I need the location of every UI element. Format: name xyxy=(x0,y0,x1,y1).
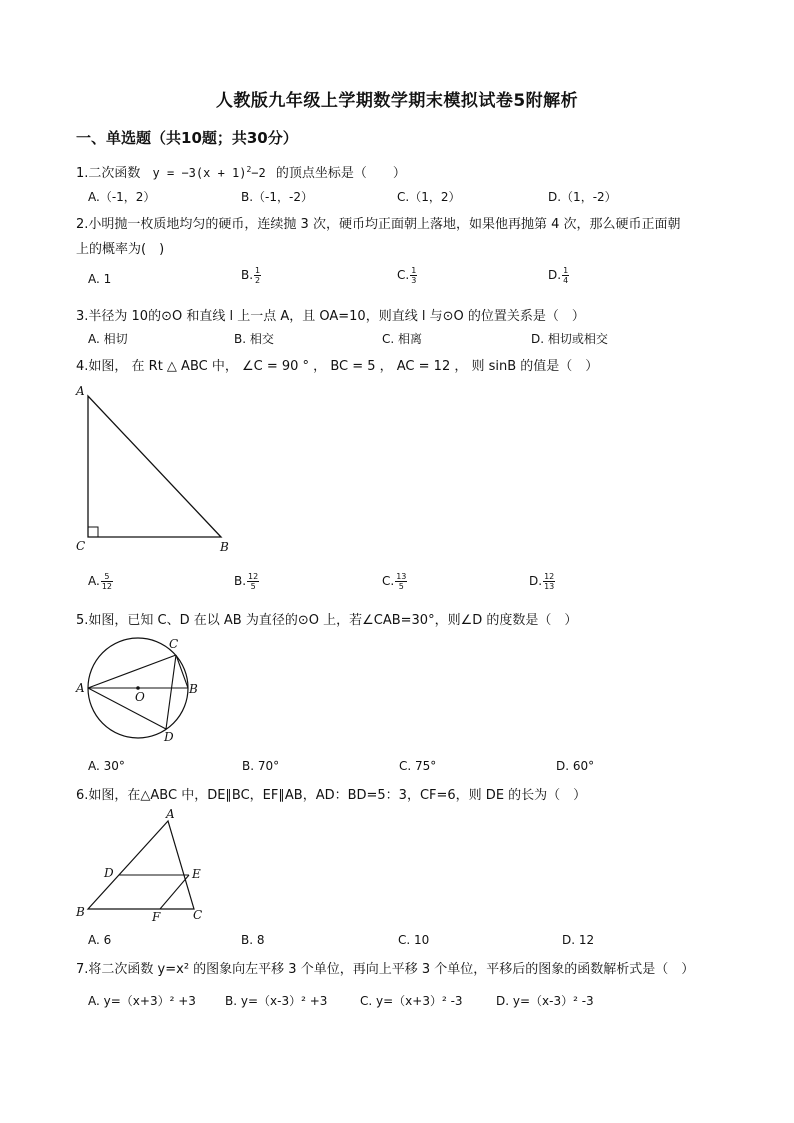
q4-option-a[interactable]: A. $\frac{5}{12}$ xyxy=(88,572,112,591)
q5-option-d[interactable]: D. 60° xyxy=(556,759,595,773)
circle-figure xyxy=(72,632,202,744)
section-heading: 一、单选题（共10题；共30分） xyxy=(76,129,298,147)
fraction: $\frac{12}{5}$ xyxy=(248,572,259,591)
q2-option-a[interactable]: A. 1 xyxy=(88,272,112,286)
q7-option-b[interactable]: B. y=（x-3）² +3 xyxy=(225,994,328,1008)
q1-option-a[interactable]: A.（-1，2） xyxy=(88,190,156,204)
question-1-prefix: 1.二次函数 xyxy=(76,166,141,181)
fraction: $\frac{13}{5}$ xyxy=(396,572,407,591)
vertex-label-b: B xyxy=(220,540,229,554)
q6-option-c[interactable]: C. 10 xyxy=(398,933,430,947)
vertex-label-a: A xyxy=(76,384,85,398)
vertex-label-c: C xyxy=(76,539,86,553)
q7-option-a[interactable]: A. y=（x+3）² +3 xyxy=(88,994,196,1008)
q3-option-a[interactable]: A. 相切 xyxy=(88,332,128,346)
q1-option-d[interactable]: D.（1，-2） xyxy=(548,190,617,204)
q5-option-a[interactable]: A. 30° xyxy=(88,759,125,773)
point-label-d: D xyxy=(164,730,174,744)
vertex-label-b: B xyxy=(76,905,85,919)
point-label-a: A xyxy=(76,681,85,695)
q1-option-b[interactable]: B.（-1，-2） xyxy=(241,190,313,204)
page-title: 人教版九年级上学期数学期末模拟试卷5附解析 xyxy=(215,91,579,111)
question-5: 5.如图，已知 C、D 在以 AB 为直径的⊙O 上，若∠CAB=30°，则∠D 的度数是（ ） xyxy=(76,613,578,628)
question-4: 4.如图， 在 Rt △ ABC 中， ∠C = 90 ° ， BC = 5 ， AC = 12 ， 则 sinB 的值是（ ） xyxy=(76,359,599,374)
vertex-label-c: C xyxy=(193,908,203,922)
q5-option-b[interactable]: B. 70° xyxy=(242,759,280,773)
q2-option-b[interactable]: B. $\frac{1}{2}$ xyxy=(241,266,261,285)
q3-option-c[interactable]: C. 相离 xyxy=(382,332,423,346)
point-label-f: F xyxy=(152,910,161,924)
vertex-label-a: A xyxy=(166,807,175,821)
fraction: $\frac{12}{13}$ xyxy=(544,572,555,591)
triangle-figure xyxy=(70,806,220,928)
right-triangle-figure xyxy=(70,378,250,558)
question-1-expression: $y = -3(x + 1)^2-2$ xyxy=(152,165,266,180)
question-7: 7.将二次函数 y=x² 的图象向左平移 3 个单位，再向上平移 3 个单位，平移后的图象的函数解析式是（ ） xyxy=(76,962,695,977)
q7-option-d[interactable]: D. y=（x-3）² -3 xyxy=(496,994,594,1008)
q4-option-c[interactable]: C. $\frac{13}{5}$ xyxy=(382,572,407,591)
q4-option-b[interactable]: B. $\frac{12}{5}$ xyxy=(234,572,259,591)
question-2-line-1: 2.小明抛一枚质地均匀的硬币，连续抛 3 次，硬币均正面朝上落地，如果他再抛第 4 次，那么硬币正面朝 xyxy=(76,217,681,232)
center-label-o: O xyxy=(135,690,145,704)
fraction: $\frac{1}{3}$ xyxy=(411,266,417,285)
fraction: $\frac{1}{2}$ xyxy=(255,266,261,285)
question-6: 6.如图，在△ABC 中，DE∥BC，EF∥AB，AD：BD=5：3，CF=6，则 DE 的长为（ ） xyxy=(76,788,587,803)
point-label-e: E xyxy=(192,867,201,881)
q5-option-c[interactable]: C. 75° xyxy=(399,759,437,773)
point-label-c: C xyxy=(169,637,179,651)
q3-option-b[interactable]: B. 相交 xyxy=(234,332,274,346)
question-1-suffix: 的顶点坐标是（ ） xyxy=(275,166,406,181)
point-label-d: D xyxy=(104,866,114,880)
fraction: $\frac{1}{4}$ xyxy=(563,266,569,285)
q7-option-c[interactable]: C. y=（x+3）² -3 xyxy=(360,994,463,1008)
q2-option-d[interactable]: D. $\frac{1}{4}$ xyxy=(548,266,569,285)
q1-option-c[interactable]: C.（1，2） xyxy=(397,190,461,204)
q6-option-b[interactable]: B. 8 xyxy=(241,933,265,947)
q6-option-d[interactable]: D. 12 xyxy=(562,933,595,947)
q3-option-d[interactable]: D. 相切或相交 xyxy=(531,332,608,346)
fraction: $\frac{5}{12}$ xyxy=(101,572,112,591)
q4-option-d[interactable]: D. $\frac{12}{13}$ xyxy=(529,572,555,591)
question-3: 3.半径为 10的⊙O 和直线 l 上一点 A，且 OA=10，则直线 l 与⊙O 的位置关系是（ ） xyxy=(76,309,585,324)
question-2-line-2: 上的概率为( ) xyxy=(76,242,165,257)
point-label-b: B xyxy=(189,682,198,696)
question-1 xyxy=(76,162,406,181)
q6-option-a[interactable]: A. 6 xyxy=(88,933,112,947)
q2-option-c[interactable]: C. $\frac{1}{3}$ xyxy=(397,266,417,285)
